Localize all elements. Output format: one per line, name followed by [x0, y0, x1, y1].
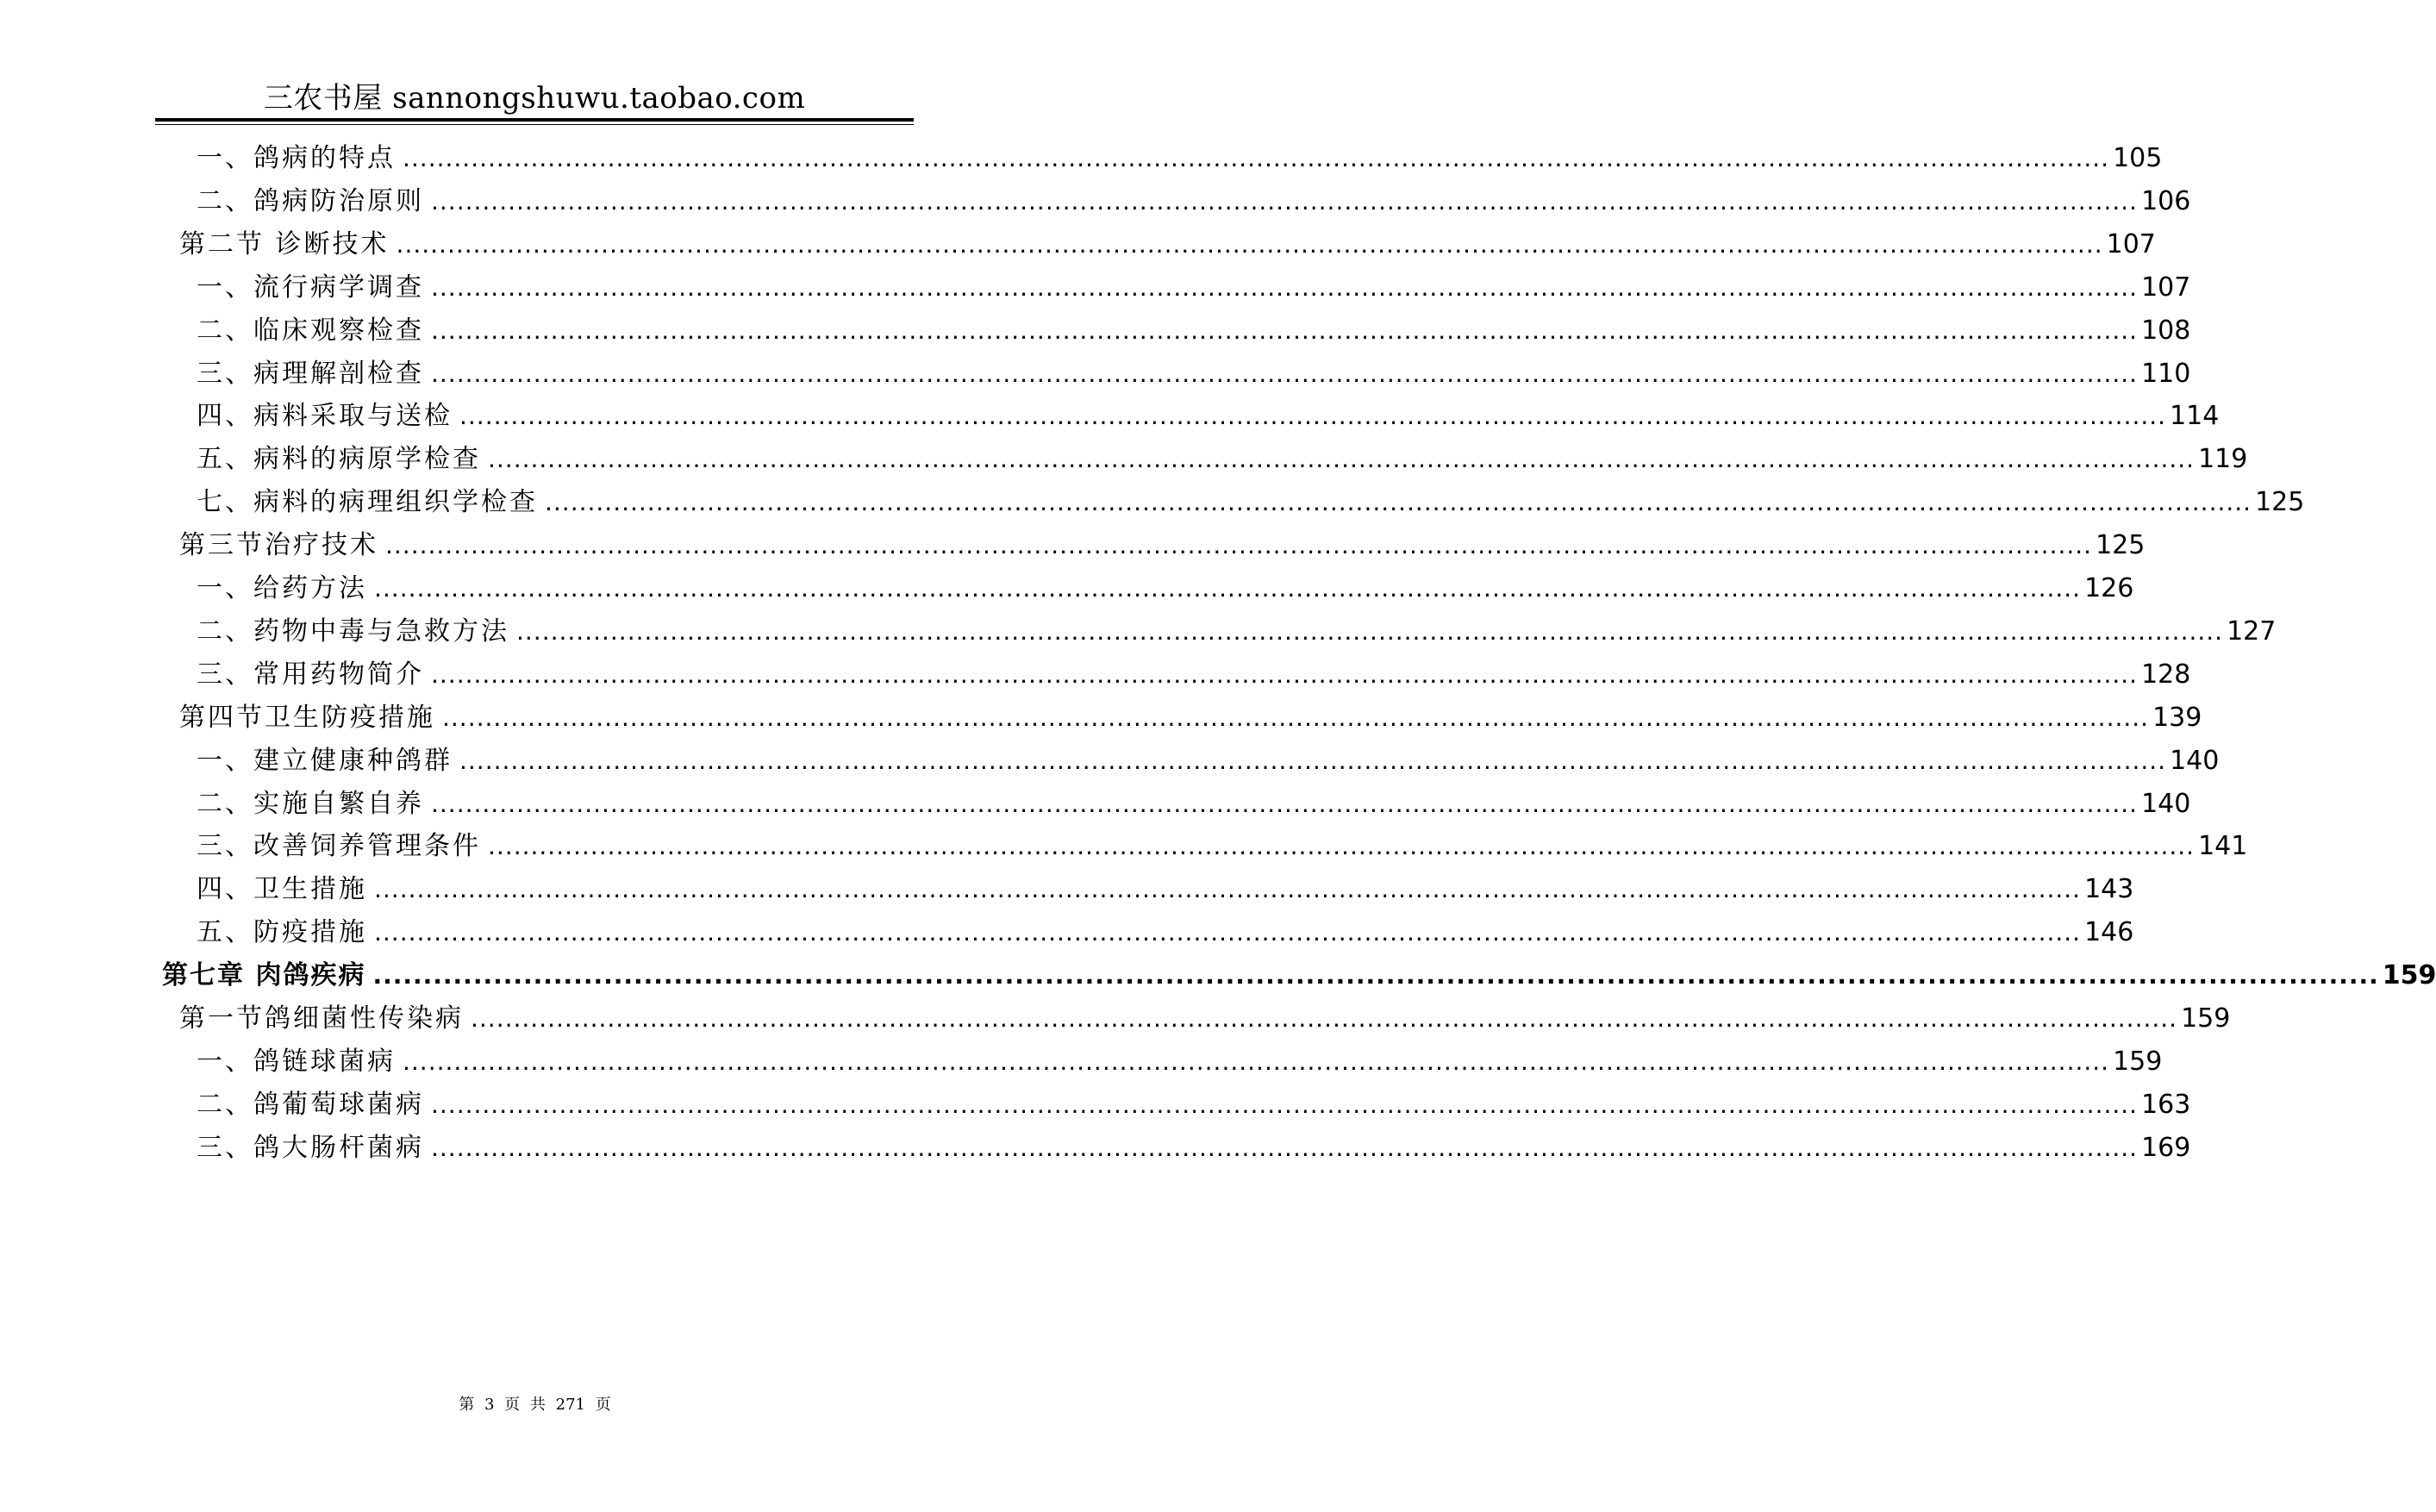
toc-entry-label: 二、实施自繁自养	[197, 789, 424, 819]
toc-entry	[179, 701, 2202, 735]
toc-entry	[197, 1045, 2163, 1079]
header-rule-thick	[155, 118, 914, 122]
toc-dot-leader: ........................................................................................................................................................................................................	[488, 832, 2196, 860]
toc-entry	[197, 1088, 2191, 1122]
toc-entry	[197, 787, 2191, 822]
toc-dot-leader: ........................................................................................................................................................................................................	[374, 918, 2082, 947]
toc-entry-label: 三、鸽大肠杆菌病	[197, 1133, 424, 1163]
toc-entry-label: 第四节卫生防疫措施	[179, 703, 435, 733]
toc-dot-leader: ........................................................................................................................................................................................................	[442, 703, 2150, 732]
toc-entry-page-number: 146	[2084, 917, 2134, 947]
toc-dot-leader: ........................................................................................................................................................................................................	[396, 230, 2103, 259]
toc-entry-page-number: 114	[2170, 401, 2220, 431]
toc-entry	[197, 572, 2134, 606]
toc-dot-leader: ........................................................................................................................................................................................................	[431, 273, 2139, 302]
toc-entry-page-number: 140	[2170, 746, 2220, 776]
toc-entry-page-number: 125	[2096, 530, 2146, 560]
toc-entry-page-number: 126	[2084, 573, 2134, 603]
toc-dot-leader: ........................................................................................................................................................................................................	[516, 617, 2224, 646]
toc-entry	[197, 314, 2191, 348]
document-header-title: 三农书屋 sannongshuwu.taobao.com	[263, 81, 806, 116]
toc-entry-page-number: 128	[2141, 659, 2191, 690]
toc-entry	[179, 1002, 2231, 1036]
toc-entry-page-number: 139	[2152, 703, 2202, 733]
toc-entry	[197, 399, 2220, 434]
toc-entry-page-number: 107	[2141, 272, 2191, 303]
toc-dot-leader: ........................................................................................................................................................................................................	[385, 531, 2093, 559]
toc-entry-page-number: 110	[2141, 359, 2191, 389]
toc-entry-page-number: 159	[2113, 1047, 2163, 1077]
toc-entry-label: 第一节鸽细菌性传染病	[179, 1003, 464, 1034]
toc-entry	[162, 959, 2436, 993]
toc-dot-leader: ........................................................................................................................................................................................................	[545, 488, 2252, 516]
toc-entry	[179, 528, 2146, 563]
toc-dot-leader: ........................................................................................................................................................................................................	[431, 1134, 2139, 1162]
toc-entry	[197, 615, 2277, 649]
toc-entry	[197, 442, 2248, 477]
toc-entry-label: 一、建立健康种鸽群	[197, 746, 453, 776]
toc-entry-label: 二、临床观察检查	[197, 316, 424, 346]
toc-entry	[197, 184, 2191, 219]
toc-entry-page-number: 159	[2382, 960, 2436, 990]
toc-entry	[197, 1131, 2191, 1165]
toc-entry-page-number: 108	[2141, 316, 2191, 346]
toc-entry-label: 第三节治疗技术	[179, 530, 378, 560]
toc-entry	[197, 915, 2134, 950]
toc-entry-label: 七、病料的病理组织学检查	[197, 487, 538, 517]
toc-entry-label: 一、给药方法	[197, 573, 367, 603]
toc-entry-page-number: 141	[2198, 831, 2248, 861]
toc-entry-page-number: 125	[2255, 487, 2305, 517]
toc-entry	[197, 872, 2134, 907]
toc-entry-label: 一、鸽链球菌病	[197, 1047, 396, 1077]
toc-entry-page-number: 105	[2113, 143, 2163, 173]
toc-entry-label: 一、鸽病的特点	[197, 143, 396, 173]
toc-entry-label: 二、药物中毒与急救方法	[197, 616, 509, 647]
toc-dot-leader: ........................................................................................................................................................................................................	[431, 316, 2139, 345]
toc-dot-leader: ........................................................................................................................................................................................................	[431, 790, 2139, 818]
toc-entry	[197, 744, 2220, 778]
toc-entry-page-number: 107	[2106, 229, 2156, 259]
page-footer: 第 3 页 共 271 页	[459, 1396, 611, 1414]
toc-entry	[197, 658, 2191, 692]
toc-entry	[197, 829, 2248, 864]
toc-entry-label: 五、防疫措施	[197, 917, 367, 947]
toc-entry	[179, 228, 2156, 262]
toc-entry-page-number: 106	[2141, 186, 2191, 216]
toc-entry-page-number: 119	[2198, 444, 2248, 474]
toc-entry-label: 三、常用药物简介	[197, 659, 424, 690]
toc-entry-label: 三、病理解剖检查	[197, 359, 424, 389]
toc-dot-leader: ........................................................................................................................................................................................................	[374, 574, 2082, 603]
header-rule-thin	[155, 124, 914, 125]
toc-dot-leader: ........................................................................................................................................................................................................	[459, 402, 2167, 430]
toc-entry-label: 四、卫生措施	[197, 874, 367, 904]
toc-dot-leader: ........................................................................................................................................................................................................	[374, 875, 2082, 903]
toc-entry	[197, 485, 2305, 520]
toc-dot-leader: ........................................................................................................................................................................................................	[431, 660, 2139, 689]
toc-entry-label: 三、改善饲养管理条件	[197, 831, 481, 861]
toc-dot-leader: ........................................................................................................................................................................................................	[372, 961, 2379, 990]
toc-entry	[197, 271, 2191, 305]
toc-entry-page-number: 169	[2141, 1133, 2191, 1163]
toc-dot-leader: ........................................................................................................................................................................................................	[403, 1047, 2110, 1076]
toc-entry-page-number: 143	[2084, 874, 2134, 904]
toc-entry-page-number: 159	[2181, 1003, 2231, 1034]
toc-entry	[197, 141, 2163, 176]
toc-dot-leader: ........................................................................................................................................................................................................	[431, 359, 2139, 388]
toc-dot-leader: ........................................................................................................................................................................................................	[431, 1090, 2139, 1119]
toc-entry-label: 一、流行病学调查	[197, 272, 424, 303]
toc-dot-leader: ........................................................................................................................................................................................................	[471, 1004, 2178, 1033]
toc-entry-page-number: 140	[2141, 789, 2191, 819]
toc-entry	[197, 357, 2191, 391]
toc-entry-label: 第二节 诊断技术	[179, 229, 390, 259]
toc-dot-leader: ........................................................................................................................................................................................................	[431, 187, 2139, 216]
toc-entry-page-number: 163	[2141, 1090, 2191, 1120]
toc-entry-label: 二、鸽葡萄球菌病	[197, 1090, 424, 1120]
toc-entry-label: 四、病料采取与送检	[197, 401, 453, 431]
toc-entry-label: 二、鸽病防治原则	[197, 186, 424, 216]
toc-dot-leader: ........................................................................................................................................................................................................	[403, 144, 2110, 172]
toc-entry-page-number: 127	[2227, 616, 2277, 647]
toc-entry-label: 第七章 肉鸽疾病	[162, 960, 366, 990]
toc-entry-label: 五、病料的病原学检查	[197, 444, 481, 474]
toc-dot-leader: ........................................................................................................................................................................................................	[459, 747, 2167, 775]
toc-dot-leader: ........................................................................................................................................................................................................	[488, 445, 2196, 473]
